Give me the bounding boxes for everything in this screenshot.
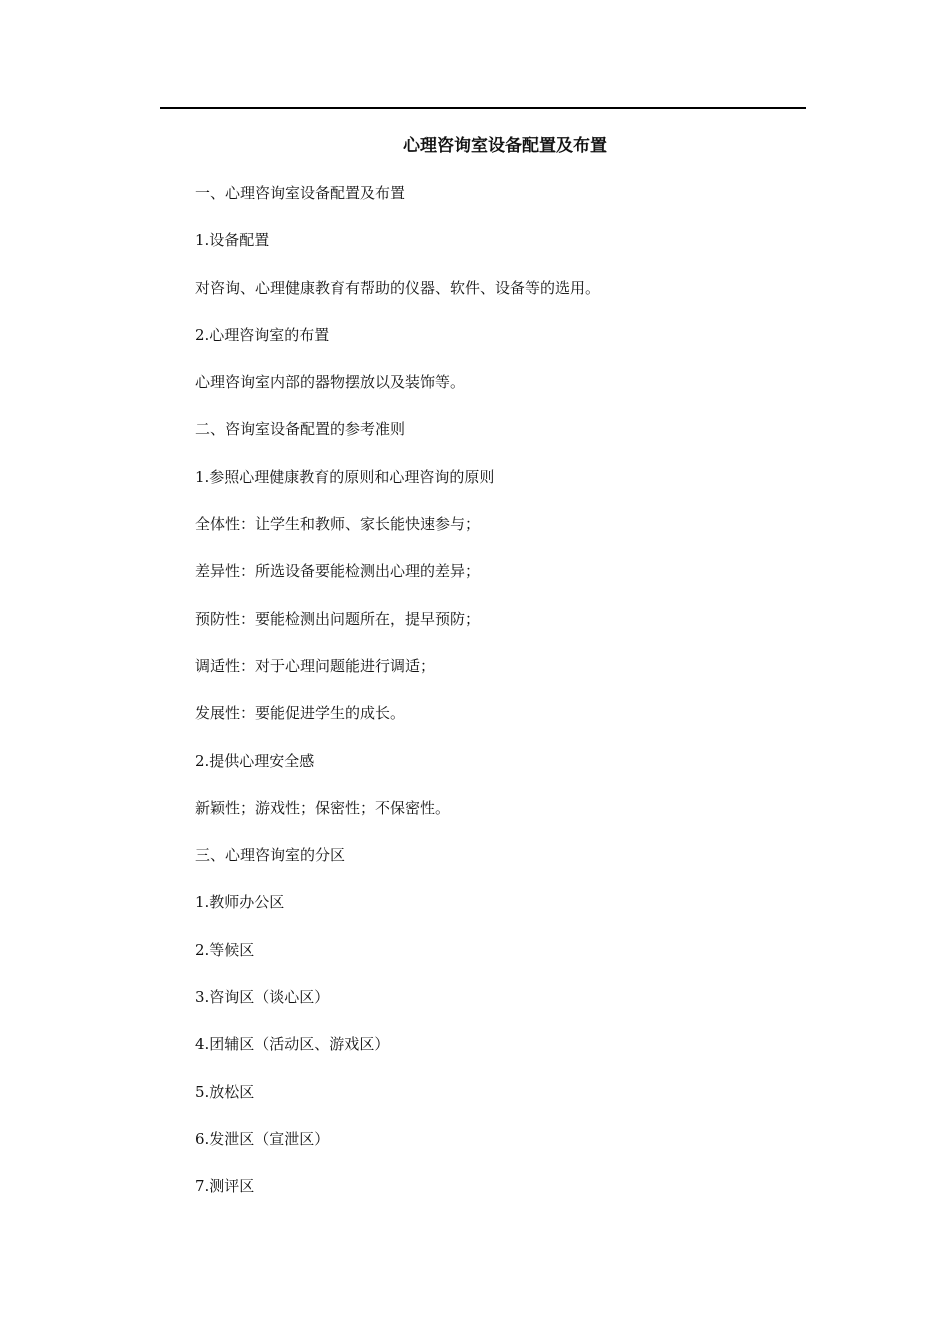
principle-item: 差异性：所选设备要能检测出心理的差异；: [195, 562, 481, 581]
principle-item: 调适性：对于心理问题能进行调适；: [195, 656, 436, 675]
paragraph: 对咨询、心理健康教育有帮助的仪器、软件、设备等的选用。: [195, 278, 601, 297]
principle-item: 全体性：让学生和教师、家长能快速参与；: [195, 515, 481, 534]
subheading-room-layout: 2.心理咨询室的布置: [195, 325, 330, 344]
zone-item: 4.团辅区（活动区、游戏区）: [195, 1035, 390, 1054]
document-body: [195, 181, 835, 1222]
zone-item: 6.发泄区（宣泄区）: [195, 1129, 330, 1148]
zone-item: 5.放松区: [195, 1082, 255, 1101]
section-heading-1: 一、心理咨询室设备配置及布置: [195, 184, 406, 202]
zone-item: 2.等候区: [195, 940, 255, 959]
zone-item: 7.测评区: [195, 1177, 255, 1196]
section-heading-3: 三、心理咨询室的分区: [195, 846, 346, 865]
document-title: 心理咨询室设备配置及布置: [403, 136, 607, 156]
subheading-principles: 1.参照心理健康教育的原则和心理咨询的原则: [195, 467, 495, 486]
principle-item: 预防性：要能检测出问题所在，提早预防；: [195, 609, 481, 628]
subheading-safety: 2.提供心理安全感: [195, 751, 315, 770]
subheading-equipment-config: 1.设备配置: [195, 231, 270, 250]
header-rule: [160, 107, 806, 109]
section-heading-2: 二、咨询室设备配置的参考准则: [195, 420, 406, 439]
zone-item: 3.咨询区（谈心区）: [195, 988, 330, 1007]
zone-item: 1.教师办公区: [195, 893, 285, 912]
principle-item: 发展性：要能促进学生的成长。: [195, 704, 406, 723]
paragraph: 心理咨询室内部的器物摆放以及装饰等。: [195, 373, 466, 392]
paragraph: 新颖性；游戏性；保密性；不保密性。: [195, 798, 451, 817]
